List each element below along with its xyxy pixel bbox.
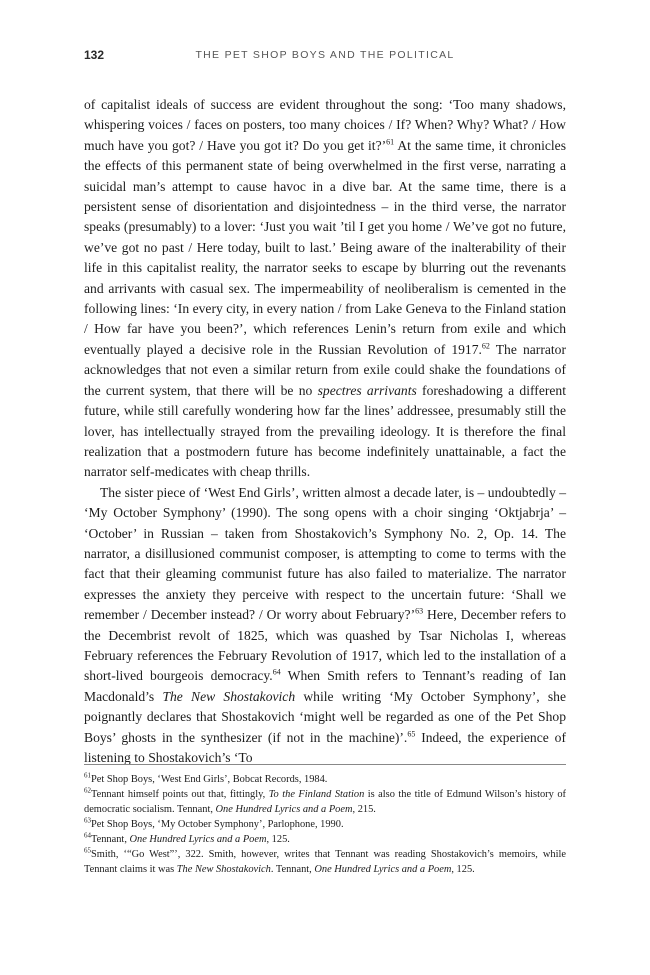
footnote-65 [84, 847, 566, 877]
italic-title: One Hundred Lyrics and a Poem [129, 834, 267, 845]
footnote-text: Pet Shop Boys, ‘My October Symphony’, Parlophone, 1990. [91, 819, 344, 830]
italic-title: One Hundred Lyrics and a Poem [314, 864, 452, 875]
footnote-text: Tennant himself points out that, fittingly, [91, 789, 269, 800]
text-run: At the same time, it chronicles the effects of this permanent state of being overwhelmed in the first verse, narrating a suicidal man’s attempt to cause havoc in a dive bar. At the same time, there is a persistent sense of disorientation and disjointedness – in the third verse, the narrator speaks (presumably) to a lover: ‘Just you wait ’til I get you home / We’ve got no future, we’ve got no past / Here today, built to last.’ Being aware of the inalterability of their life in this capitalist reality, the narrator seeks to escape by blurring out the revenants and arrivants with casual sex. The impermeability of neoliberalism is cemented in the following lines: ‘In every city, in every nation / from Lake Geneva to the Finland station / How far have you been?’, which references Lenin’s return from exile and which eventually played a decisive role in the Russian Revolution of 1917. [84, 137, 566, 357]
paragraph-1 [84, 95, 566, 483]
footnote-text: Pet Shop Boys, ‘West End Girls’, Bobcat Records, 1984. [91, 774, 328, 785]
footnote-text: , 125. [266, 834, 290, 845]
footnote-ref-63[interactable]: 63 [415, 606, 424, 616]
text-run: The sister piece of ‘West End Girls’, written almost a decade later, is – undoubtedly – ‘My October Symphony’ (1990). The song opens with a choir singing ‘Oktjabrja’ – ‘October’ in Russian – taken from Shostakovich’s Symphony No. 2, Op. 14. The narrator, a disillusioned communist composer, is attempting to come to terms with the fact that their gleaming communist future has also failed to materialize. The narrator expresses the anxiety they perceive with respect to the uncertain future: ‘Shall we remember / December instead? / Or worry about February?’ [84, 484, 566, 623]
paragraph-2 [84, 483, 566, 769]
footnote-61 [84, 772, 566, 787]
footnote-ref-65[interactable]: 65 [407, 729, 416, 739]
italic-text: The New Shostakovich [162, 688, 296, 704]
footnote-text: , 125. [451, 864, 475, 875]
italic-title: To the Finland Station [268, 789, 365, 800]
footnote-number: 64 [84, 831, 91, 840]
footnote-ref-64[interactable]: 64 [272, 667, 281, 677]
text-run: foreshadowing a different future, while still carefully wondering how far the lines’ addressee, presumably still the lover, has intellectually strayed from the prevailing ideology. It is therefore the final realization that a postmodern future has become indefinitely unattainable, a fact the narrator self-medicates with cheap thrills. [84, 382, 566, 480]
page-header [84, 48, 566, 64]
footnotes [84, 772, 566, 877]
footnote-ref-62[interactable]: 62 [481, 341, 490, 351]
text-run: Here, December refers to the Decembrist revolt of 1825, which was quashed by Tsar Nicholas I, whereas February references the February Revolution of 1917, which led to the installation of a short-lived bourgeois democracy. [84, 607, 566, 684]
text-run: while writing ‘My October Symphony’, she poignantly declares that Shostakovich ‘might well be regarded as one of the Pet Shop Boys’ ghosts in the synthesizer (if not in the machine)’. [84, 688, 566, 745]
page-number: 132 [84, 48, 105, 62]
footnote-number: 62 [84, 786, 91, 795]
body-text [84, 95, 566, 768]
footnote-63 [84, 817, 566, 832]
footnote-divider [84, 764, 566, 765]
footnote-text: , 215. [352, 804, 376, 815]
footnote-text: Tennant, [91, 834, 130, 845]
text-run: When Smith refers to Tennant’s reading of Ian Macdonald’s [84, 668, 567, 704]
footnote-ref-61[interactable]: 61 [386, 137, 395, 147]
italic-title: One Hundred Lyrics and a Poem [215, 804, 353, 815]
italic-title: The New Shostakovich [176, 864, 271, 875]
footnote-number: 61 [84, 771, 91, 780]
footnote-text: is also the title of Edmund Wilson’s history of democratic socialism. Tennant, [84, 789, 566, 815]
footnote-62 [84, 787, 566, 817]
footnote-64 [84, 832, 566, 847]
footnote-text: . Tennant, [270, 864, 315, 875]
footnote-number: 63 [84, 816, 91, 825]
text-run: The narrator acknowledges that not even a similar return from exile could shake the foundations of the current system, that there will be no [84, 341, 566, 398]
text-run: Indeed, the experience of listening to Shostakovich’s ‘To [84, 729, 566, 765]
text-run: of capitalist ideals of success are evident throughout the song: ‘Too many shadows, whispering voices / faces on posters, too many choices / If? When? Why? What? / How much have you got? / Have you got it? Do you get it?’ [84, 97, 566, 153]
footnote-text: Smith, ‘“Go West”’, 322. Smith, however, writes that Tennant was reading Shostakovich’s memoirs, while Tennant claims it was [84, 849, 566, 875]
italic-text: spectres arrivants [317, 382, 417, 398]
running-head: THE PET SHOP BOYS AND THE POLITICAL [195, 49, 455, 61]
footnote-number: 65 [84, 846, 91, 855]
